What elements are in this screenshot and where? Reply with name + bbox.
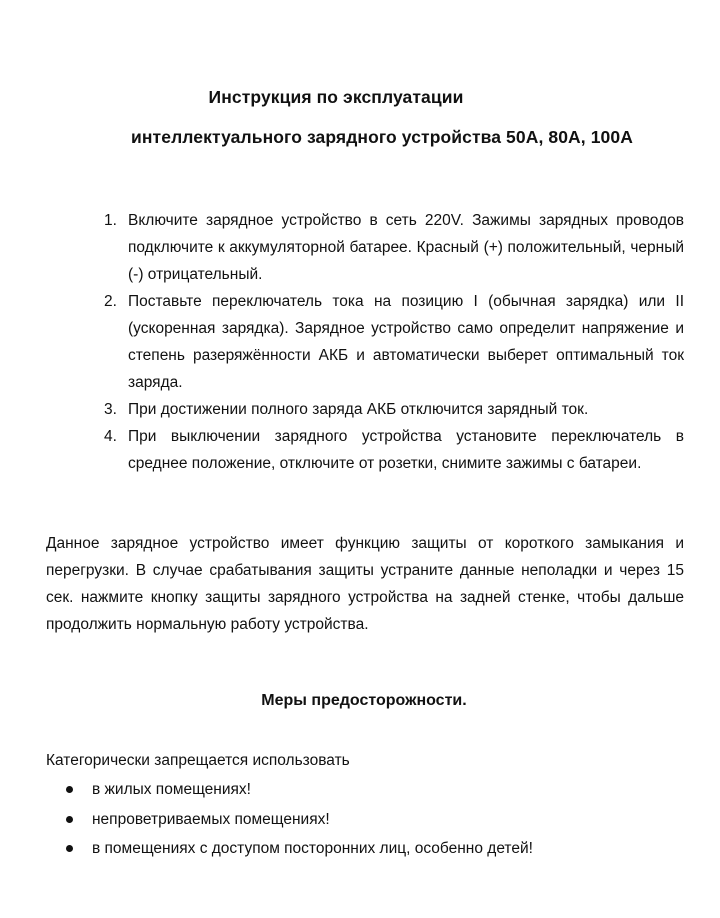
bullet-icon: [66, 786, 73, 793]
step-number: 3.: [104, 401, 117, 418]
prohibited-list: [66, 775, 533, 864]
instruction-step: [100, 423, 684, 477]
list-item-text: в жилых помещениях!: [92, 781, 251, 798]
step-text: При выключении зарядного устройства установите переключатель в среднее положение, отключите от розетки, снимите зажимы с батареи.: [128, 428, 684, 472]
list-item: [66, 775, 533, 805]
list-item-text: в помещениях с доступом посторонних лиц, особенно детей!: [92, 840, 533, 857]
bullet-icon: [66, 845, 73, 852]
instruction-step: [100, 207, 684, 288]
page-subtitle: интеллектуального зарядного устройства 50А, 80А, 100А: [131, 127, 633, 147]
step-text: Поставьте переключатель тока на позицию I (обычная зарядка) или II (ускоренная зарядка). Зарядное устройство само определит напряжение и степень разеряжённости АКБ и автоматически выберет оптимальный ток заряда.: [128, 293, 684, 391]
protection-paragraph: Данное зарядное устройство имеет функцию защиты от короткого замыкания и перегрузки. В случае срабатывания защиты устраните данные неполадки и через 15 сек. нажмите кнопку защиты зарядного устройства на задней стенке, чтобы дальше продолжить нормальную работу устройства.: [46, 535, 684, 633]
prohibited-intro: Категорически запрещается использовать: [46, 752, 350, 769]
list-item: [66, 834, 533, 864]
instruction-step: [100, 396, 684, 423]
page-title: Инструкция по эксплуатации: [208, 87, 464, 107]
step-number: 4.: [104, 428, 117, 445]
step-text: Включите зарядное устройство в сеть 220V. Зажимы зарядных проводов подключите к аккумуляторной батарее. Красный (+) положительный, черный (-) отрицательный.: [128, 212, 684, 283]
bullet-icon: [66, 816, 73, 823]
step-number: 1.: [104, 212, 117, 229]
list-item: [66, 805, 533, 835]
precautions-heading: Меры предосторожности.: [261, 692, 467, 709]
step-text: При достижении полного заряда АКБ отключится зарядный ток.: [128, 401, 589, 418]
instruction-steps: [100, 207, 684, 477]
list-item-text: непроветриваемых помещениях!: [92, 810, 330, 828]
step-number: 2.: [104, 293, 117, 310]
instruction-step: [100, 288, 684, 396]
